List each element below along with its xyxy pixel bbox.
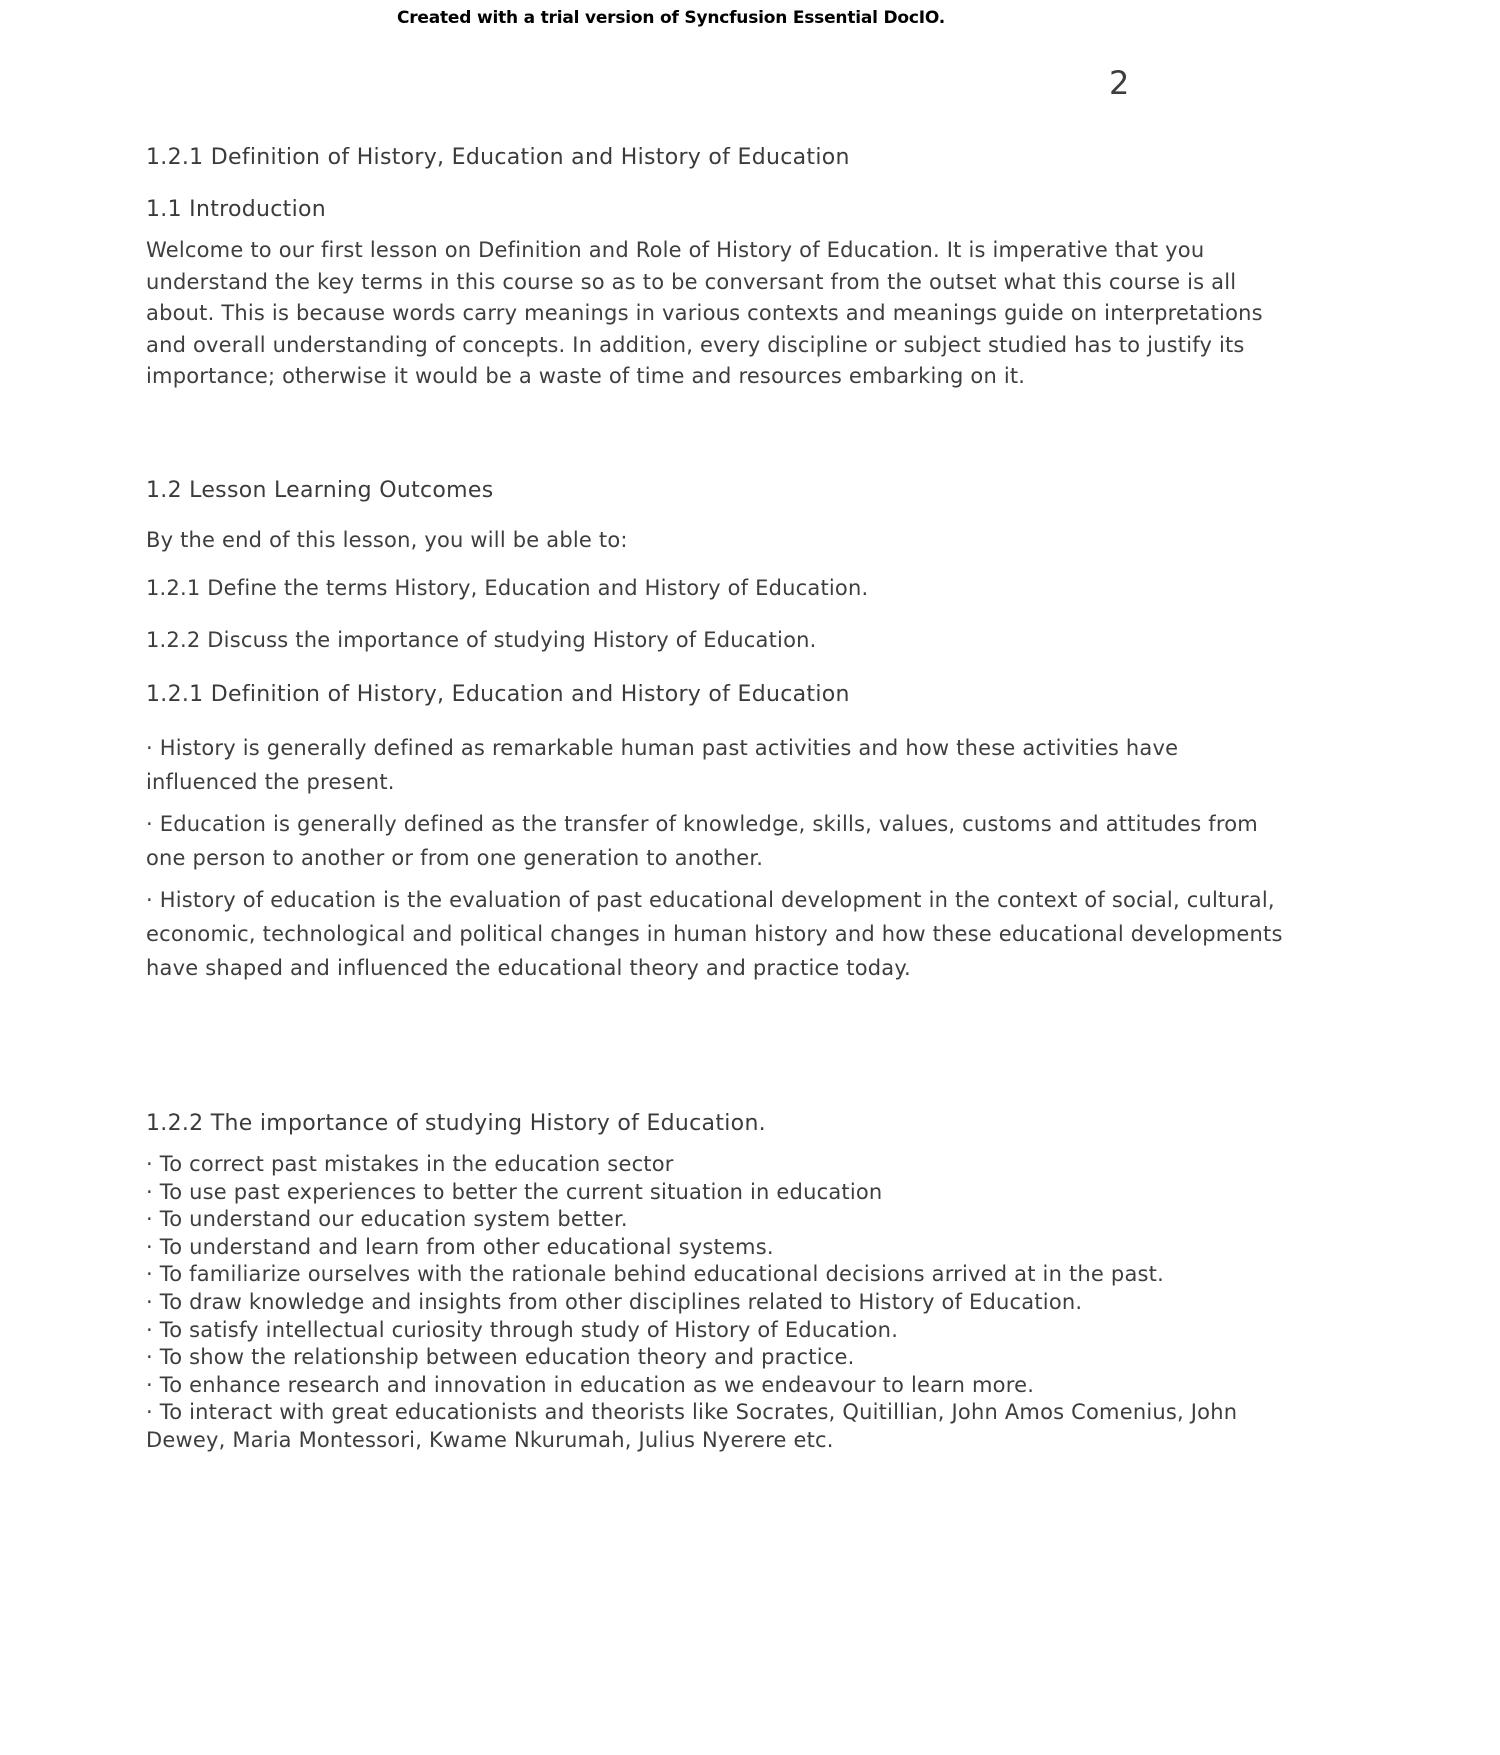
page-number: 2 — [1109, 64, 1130, 102]
list-item: · History of education is the evaluation of past educational development in the context of social, cultural, economic, technological and political changes in human history and how these educational developments have shaped and influenced the educational theory and practice today. — [146, 888, 1283, 980]
list-item: · To satisfy intellectual curiosity through study of History of Education. — [146, 1317, 899, 1342]
heading-definition-of-history-repeat: 1.2.1 Definition of History, Education and History of Education — [146, 682, 850, 707]
trial-notice: Created with a trial version of Syncfusion Essential DocIO. — [396, 8, 946, 28]
outcome-item-discuss-importance: 1.2.2 Discuss the importance of studying History of Education. — [146, 628, 817, 652]
list-item: · History is generally defined as remarkable human past activities and how these activities have influenced the present. — [146, 736, 1179, 794]
definitions-list — [146, 731, 1293, 993]
list-item: · To familiarize ourselves with the rationale behind educational decisions arrived at in the past. — [146, 1262, 1164, 1287]
heading-definition-of-history: 1.2.1 Definition of History, Education and History of Education — [146, 145, 850, 170]
heading-introduction: 1.1 Introduction — [146, 197, 327, 222]
importance-list — [146, 1151, 1293, 1455]
list-item: · Education is generally defined as the transfer of knowledge, skills, values, customs and attitudes from one person to another or from one generation to another. — [146, 812, 1258, 870]
outcome-item-define-terms: 1.2.1 Define the terms History, Education and History of Education. — [146, 576, 869, 600]
list-item: · To draw knowledge and insights from other disciplines related to History of Education. — [146, 1289, 1083, 1314]
list-item: · To show the relationship between education theory and practice. — [146, 1345, 855, 1370]
list-item: · To enhance research and innovation in education as we endeavour to learn more. — [146, 1372, 1035, 1397]
list-item: · To understand our education system better. — [146, 1207, 628, 1232]
list-item: · To use past experiences to better the current situation in education — [146, 1179, 883, 1204]
outcomes-intro-line: By the end of this lesson, you will be able to: — [146, 528, 628, 552]
list-item: · To correct past mistakes in the education sector — [146, 1152, 674, 1176]
heading-lesson-learning-outcomes: 1.2 Lesson Learning Outcomes — [146, 478, 494, 503]
list-item: · To interact with great educationists and theorists like Socrates, Quitillian, John Amos Comenius, John Dewey, Maria Montessori, Kwame Nkurumah, Julius Nyerere etc. — [146, 1400, 1238, 1452]
intro-paragraph: Welcome to our first lesson on Definition and Role of History of Education. It is imperative that you understand the key terms in this course so as to be conversant from the outset what this course is all about. This is because words carry meanings in various contexts and meanings guide on interpretations and overall understanding of concepts. In addition, every discipline or subject studied has to justify its importance; otherwise it would be a waste of time and resources embarking on it. — [146, 238, 1263, 388]
heading-importance-of-studying: 1.2.2 The importance of studying History of Education. — [146, 1111, 766, 1136]
list-item: · To understand and learn from other educational systems. — [146, 1234, 774, 1259]
